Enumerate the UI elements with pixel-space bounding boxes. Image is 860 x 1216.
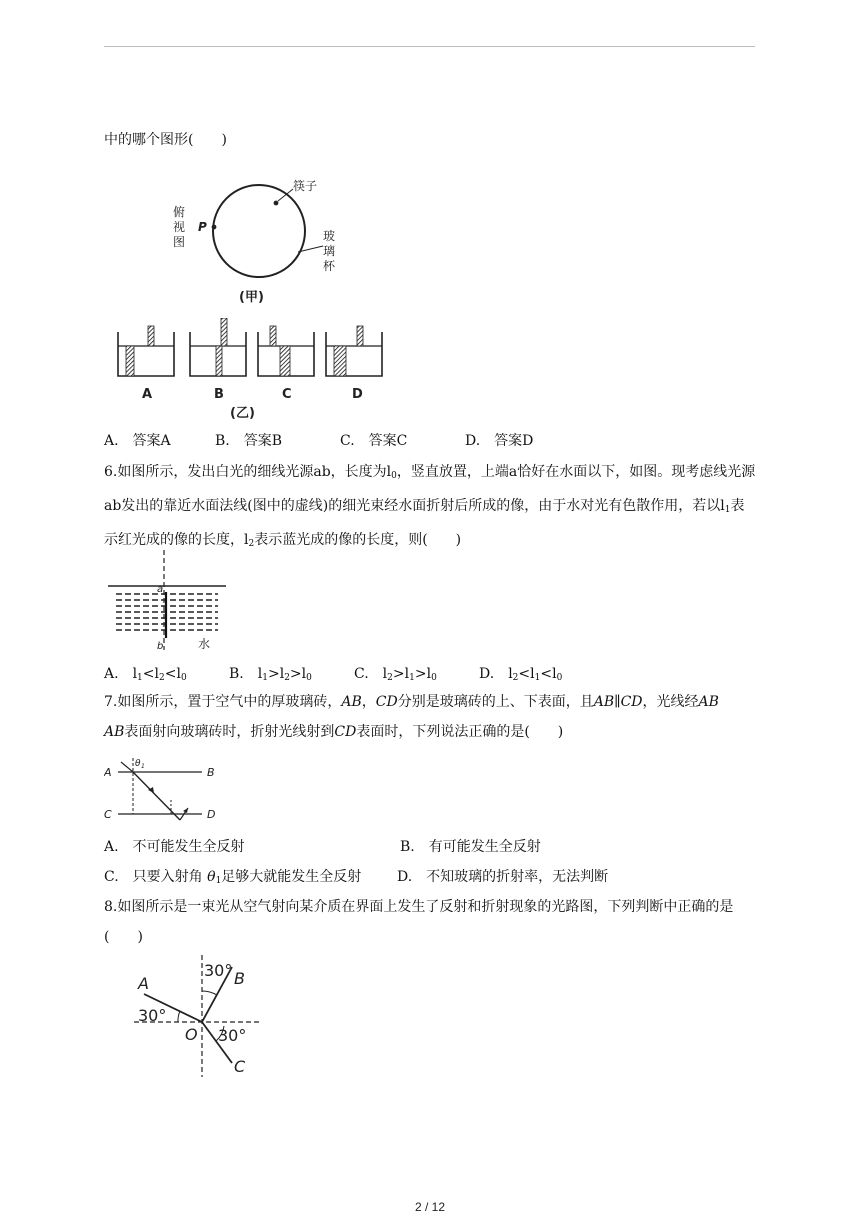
q5-option-c[interactable]: C. 答案C	[340, 433, 408, 449]
q5-stem-tail: 中的哪个图形( )	[104, 132, 227, 148]
q7-stem-line-1: 7.如图所示，置于空气中的厚玻璃砖，AB，CD分别是玻璃砖的上、下表面，且AB∥CD，光线经AB	[104, 694, 719, 710]
q7-label-theta: θ	[135, 759, 141, 769]
q7-stem-line-2: AB表面射向玻璃砖时，折射光线射到CD表面时，下列说法正确的是( )	[104, 724, 564, 740]
q6-figure	[108, 550, 226, 655]
q7-label-a: A	[104, 766, 112, 779]
q7-label-b: B	[207, 766, 215, 779]
q7-label-d: D	[207, 808, 216, 821]
q8-angle-top: 30°	[204, 961, 233, 980]
q7-option-a[interactable]: A. 不可能发生全反射	[104, 839, 245, 855]
q5-figure-options	[112, 318, 402, 422]
beaker-label-d: D	[352, 387, 363, 402]
q8-label-o: O	[185, 1025, 198, 1044]
glass-label-1: 玻	[323, 229, 336, 243]
q5-option-a[interactable]: A. 答案A	[104, 433, 171, 449]
q5-option-b[interactable]: B. 答案B	[215, 433, 283, 449]
q7-option-b[interactable]: B. 有可能发生全反射	[400, 839, 541, 855]
q6-label-a: a	[157, 584, 164, 595]
glass-label-3: 杯	[323, 259, 336, 273]
bottom-figure-caption: (乙)	[230, 406, 255, 421]
header-rule	[104, 46, 755, 47]
q8-figure	[134, 955, 264, 1080]
q6-label-b: b	[157, 641, 164, 652]
beaker-label-a: A	[142, 387, 153, 402]
q6-option-a[interactable]: A. $l_1<l_2<l_0$	[104, 666, 187, 683]
q7-label-c: C	[104, 808, 112, 821]
q8-label-c: C	[234, 1057, 246, 1076]
q7-label-theta-sub: 1	[141, 763, 145, 770]
q8-angle-right: 30°	[218, 1026, 247, 1045]
q8-label-b: B	[234, 969, 245, 988]
top-view-label-1: 俯	[173, 205, 186, 219]
q7-option-d[interactable]: D. 不知玻璃的折射率，无法判断	[397, 869, 609, 885]
top-view-label-3: 图	[173, 235, 186, 249]
top-figure-caption: (甲)	[239, 290, 264, 305]
beaker-label-b: B	[214, 387, 224, 402]
q8-angle-left: 30°	[138, 1006, 167, 1025]
q6-option-c[interactable]: C. $l_2>l_1>l_0$	[354, 666, 437, 683]
q8-stem: 8.如图所示是一束光从空气射向某介质在界面上发生了反射和折射现象的光路图，下列判断中正确的是( )	[104, 899, 734, 945]
beaker-label-c: C	[282, 387, 292, 402]
top-view-label-2: 视	[173, 220, 186, 234]
q6-option-b[interactable]: B. $l_1>l_2>l_0$	[229, 666, 312, 683]
q6-stem: 6.如图所示，发出白光的细线光源ab，长度为$l_0$，竖直放置，上端a恰好在水面以下，如图。现考虑线光源ab发出的靠近水面法线(图中的虚线)的细光束经水面折射后所成的像，由于水对光有色散作用，若以$l_1$表示红光成的像的长度，$l_2$表示蓝光成的像的长度，则( )	[104, 464, 756, 549]
glass-label-2: 璃	[323, 244, 336, 258]
rod-label: 筷子	[293, 179, 318, 193]
q7-option-c[interactable]: C. 只要入射角 $\theta_1$足够大就能发生全反射	[104, 869, 362, 886]
q6-option-d[interactable]: D. $l_2<l_1<l_0$	[479, 666, 563, 683]
point-p-label: P	[198, 220, 207, 234]
q6-label-water: 水	[198, 637, 211, 651]
q5-figure-top-view	[165, 172, 345, 312]
q7-figure	[104, 754, 234, 826]
q5-option-d[interactable]: D. 答案D	[465, 433, 534, 449]
page-number: 2 / 12	[414, 1200, 446, 1214]
q8-label-a: A	[138, 974, 149, 993]
